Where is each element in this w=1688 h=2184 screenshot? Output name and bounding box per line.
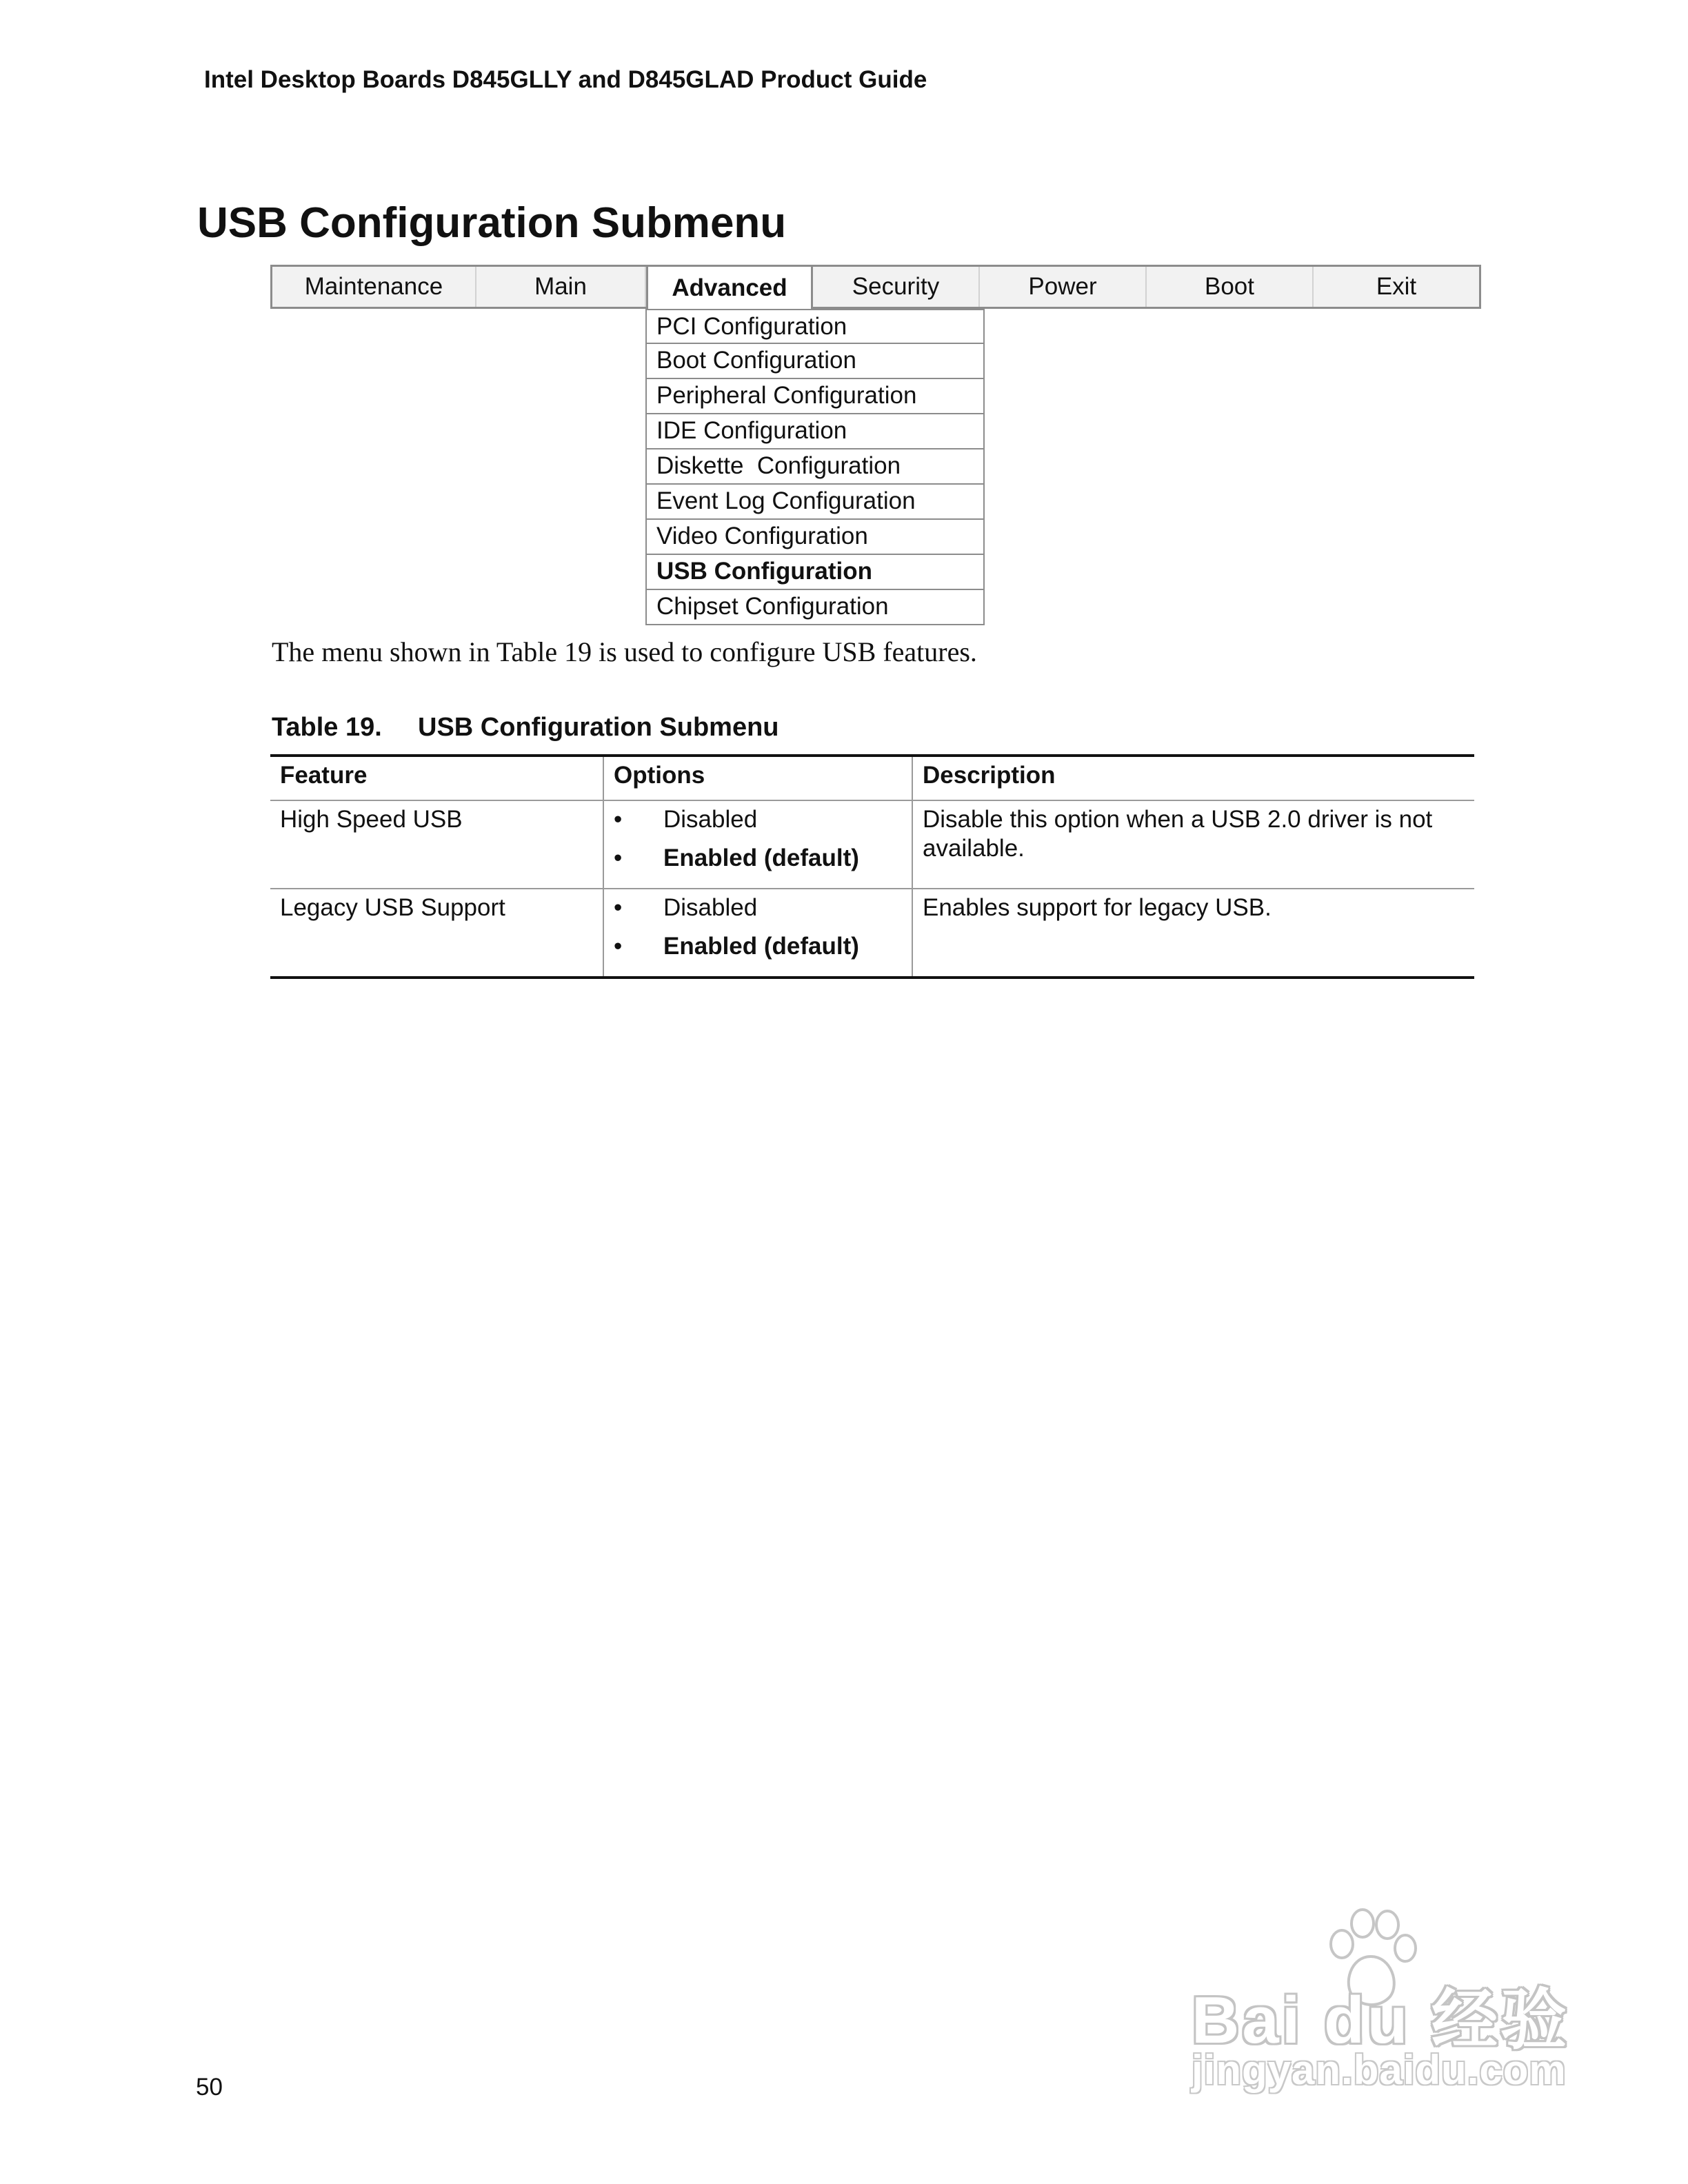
option-item-default: • Enabled (default) [614,845,859,871]
intro-paragraph: The menu shown in Table 19 is used to configure USB features. [272,636,977,667]
menu-tab-maintenance[interactable]: Maintenance [272,267,476,307]
submenu-item-pci[interactable]: PCI Configuration [645,309,985,344]
submenu-item-usb[interactable]: USB Configuration [645,555,985,590]
submenu-item-boot[interactable]: Boot Configuration [645,344,985,379]
menu-tab-boot[interactable]: Boot [1147,267,1314,307]
bullet-icon: • [614,806,623,833]
option-item: • Disabled [614,806,758,833]
description-cell: Enables support for legacy USB. [912,889,1474,978]
table-caption-number: Table 19. [272,713,382,742]
menu-tab-security[interactable]: Security [813,267,980,307]
table-caption-title: USB Configuration Submenu [418,713,779,742]
bullet-icon: • [614,933,623,960]
baidu-watermark [1185,1908,1571,2101]
header-feature: Feature [280,762,368,789]
menu-tab-power[interactable]: Power [980,267,1147,307]
table-row [270,800,1474,889]
bios-menu-bar [270,265,1481,309]
usb-configuration-table [270,754,1474,979]
menu-tab-advanced[interactable]: Advanced [646,267,813,309]
advanced-submenu [645,309,985,625]
submenu-item-ide[interactable]: IDE Configuration [645,414,985,449]
submenu-item-chipset[interactable]: Chipset Configuration [645,590,985,625]
option-item: • Disabled [614,894,758,921]
menu-tab-main[interactable]: Main [476,267,646,307]
table-header-row [270,756,1474,800]
bullet-icon: • [614,845,623,871]
page-title: USB Configuration Submenu [197,199,787,247]
submenu-item-video[interactable]: Video Configuration [645,520,985,555]
page-number: 50 [196,2074,223,2101]
watermark-url: jingyan.baidu.com [1192,2047,1567,2093]
feature-cell: High Speed USB [280,806,463,833]
bullet-icon: • [614,894,623,921]
table-caption [272,713,779,742]
header-description: Description [912,756,1474,800]
submenu-item-diskette[interactable]: Diskette Configuration [645,449,985,485]
submenu-item-event-log[interactable]: Event Log Configuration [645,485,985,520]
menu-tab-exit[interactable]: Exit [1376,273,1417,300]
feature-cell: Legacy USB Support [280,894,505,921]
option-item-default: • Enabled (default) [614,933,859,960]
submenu-item-peripheral[interactable]: Peripheral Configuration [645,379,985,414]
options-cell [603,800,912,889]
options-cell [603,889,912,978]
description-cell: Disable this option when a USB 2.0 driver is not available. [912,800,1474,889]
watermark-brand: Bai du 经验 [1192,1983,1570,2057]
table-row [270,889,1474,978]
header-options: Options [603,756,912,800]
running-header: Intel Desktop Boards D845GLLY and D845GLAD Product Guide [204,66,927,93]
